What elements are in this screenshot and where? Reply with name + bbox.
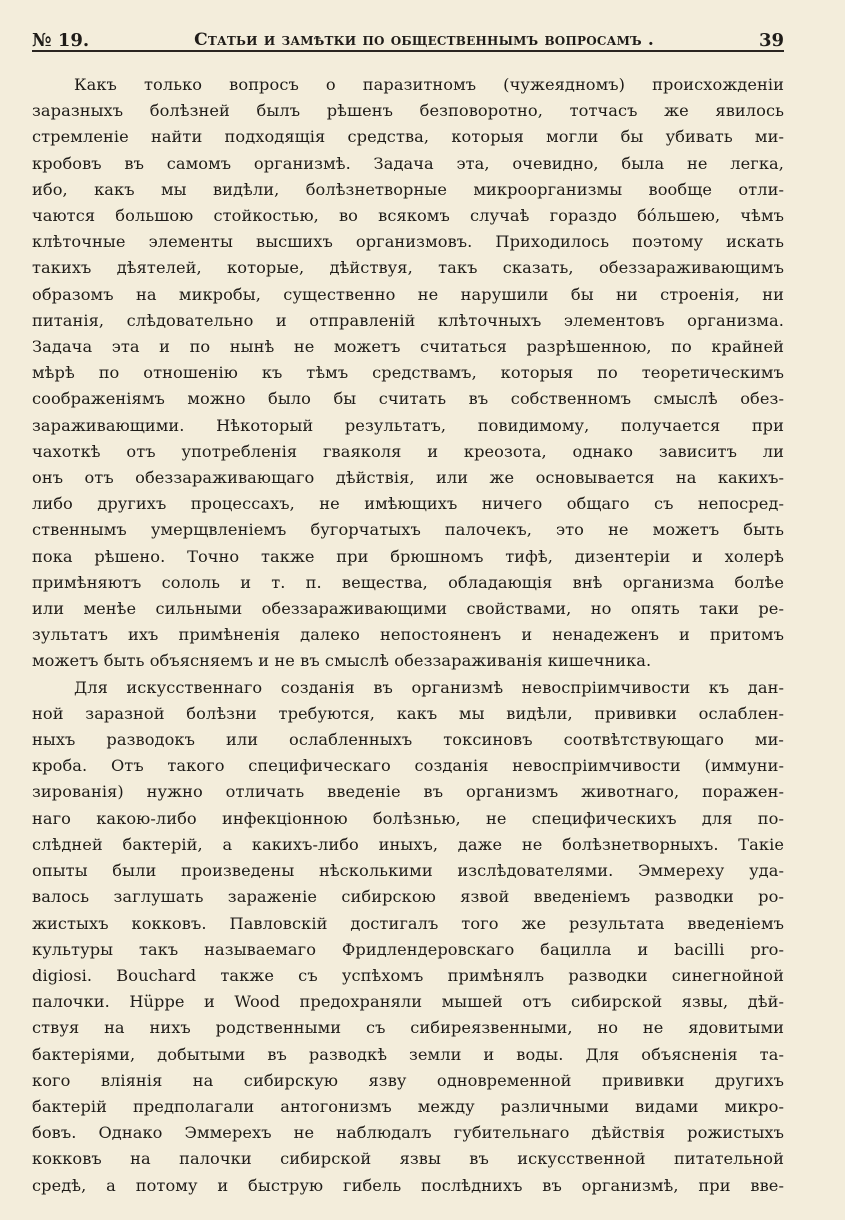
text-line: слѣдней бактерій, а какихъ-либо иныхъ, даже не болѣзнетворныхъ. Такіе bbox=[32, 834, 784, 854]
text-line: digiosi. Bouchard также съ успѣхомъ примѣнялъ разводки синегнойной bbox=[32, 965, 784, 985]
text-line: чаются большою стойкостью, во всякомъ случаѣ гораздо бо́льшею, чѣмъ bbox=[32, 206, 784, 226]
text-line: клѣточные элементы высшихъ организмовъ. Приходилось поэтому искать bbox=[32, 232, 784, 252]
text-line: кроба. Отъ такого специфическаго созданія невоспріимчивости (иммуни- bbox=[32, 756, 784, 776]
text-line: ибо, какъ мы видѣли, болѣзнетворные микроорганизмы вообще отли- bbox=[32, 179, 784, 199]
text-line: культуры такъ называемаго Фридлендеровскаго бацилла и bacilli pro- bbox=[32, 939, 784, 959]
text-line: Для искусственнаго созданія въ организмѣ невоспріимчивости къ дан- bbox=[74, 677, 784, 697]
text-line: Какъ только вопросъ о паразитномъ (чужеядномъ) происхожденіи bbox=[74, 75, 784, 94]
text-line: бовъ. Однако Эммерехъ не наблюдалъ губительнаго дѣйствія рожистыхъ bbox=[32, 1123, 784, 1143]
text-line: палочки. Hüppe и Wood предохраняли мышей отъ сибирской язвы, дѣй- bbox=[32, 992, 784, 1012]
page-header bbox=[32, 20, 784, 60]
text-line: ныхъ разводокъ или ослабленныхъ токсиновъ соотвѣтствующаго ми- bbox=[32, 730, 784, 750]
header-rule bbox=[32, 50, 784, 52]
text-line: бактерій предполагали антогонизмъ между различными видами микро- bbox=[32, 1096, 784, 1116]
text-line: зараживающими. Нѣкоторый результатъ, повидимому, получается при bbox=[32, 415, 784, 435]
text-line: Задача эта и по нынѣ не можетъ считаться разрѣшенною, по крайней bbox=[32, 337, 784, 357]
text-line: кого вліянія на сибирскую язву одновременной прививки другихъ bbox=[32, 1070, 784, 1090]
text-line: средѣ, а потому и быструю гибель послѣднихъ въ организмѣ, при вве- bbox=[32, 1175, 784, 1195]
text-line: зультатъ ихъ примѣненія далеко непостояненъ и ненадеженъ и притомъ bbox=[32, 625, 784, 645]
text-line: питанія, слѣдовательно и отправленій клѣточныхъ элементовъ организма. bbox=[32, 310, 784, 330]
text-line: зированія) нужно отличать введеніе въ организмъ животнаго, поражен- bbox=[32, 782, 784, 802]
page-number: 39 bbox=[758, 29, 784, 51]
text-line: такихъ дѣятелей, которые, дѣйствуя, такъ сказать, обеззараживающимъ bbox=[32, 258, 784, 278]
text-line: можетъ быть объясняемъ и не въ смыслѣ обеззараживанія кишечника. bbox=[32, 651, 652, 671]
text-line: образомъ на микробы, существенно не нарушили бы ни строенія, ни bbox=[32, 284, 784, 304]
text-line: мѣрѣ по отношенію къ тѣмъ средствамъ, которыя по теоретическимъ bbox=[32, 363, 784, 383]
running-title: Статьи и замѣтки по общественнымъ вопросамъ . bbox=[194, 30, 654, 50]
paragraph-1 bbox=[32, 72, 784, 675]
text-line: чахоткѣ отъ употребленія гваяколя и креозота, однако зависитъ ли bbox=[32, 441, 784, 461]
paragraph-2 bbox=[32, 675, 784, 1199]
text-line: ствуя на нихъ родственными съ сибиреязвенными, но не ядовитыми bbox=[32, 1018, 784, 1038]
issue-number: № 19. bbox=[32, 29, 90, 51]
text-line: опыты были произведены нѣсколькими изслѣдователями. Эммереху уда- bbox=[32, 861, 784, 881]
text-line: ственнымъ умерщвленіемъ бугорчатыхъ палочекъ, это не можетъ быть bbox=[32, 520, 784, 540]
text-line: жистыхъ кокковъ. Павловскій достигалъ того же результата введеніемъ bbox=[32, 913, 784, 933]
text-line: бактеріями, добытыми въ разводкѣ земли и воды. Для объясненія та- bbox=[32, 1044, 784, 1064]
text-line: валось заглушать зараженіе сибирскою язвой введеніемъ разводки ро- bbox=[32, 887, 784, 907]
text-line: заразныхъ болѣзней былъ рѣшенъ безповоротно, тотчасъ же явилось bbox=[32, 101, 784, 121]
text-line: кокковъ на палочки сибирской язвы въ искусственной питательной bbox=[32, 1149, 784, 1169]
text-line: онъ отъ обеззараживающаго дѣйствія, или же основывается на какихъ- bbox=[32, 468, 784, 488]
text-line: стремленіе найти подходящія средства, которыя могли бы убивать ми- bbox=[32, 127, 784, 147]
text-line: наго какою-либо инфекціонною болѣзнью, не специфическихъ для по- bbox=[32, 808, 784, 828]
text-line: примѣняютъ сололь и т. п. вещества, обладающія внѣ организма болѣе bbox=[32, 572, 784, 592]
text-line: либо другихъ процессахъ, не имѣющихъ ничего общаго съ непосред- bbox=[32, 494, 784, 514]
text-line: соображеніямъ можно было бы считать въ собственномъ смыслѣ обез- bbox=[32, 389, 784, 409]
text-line: или менѣе сильными обеззараживающими свойствами, но опять таки ре- bbox=[32, 599, 784, 619]
article-body bbox=[32, 72, 784, 1199]
text-line: пока рѣшено. Точно также при брюшномъ тифѣ, дизентеріи и холерѣ bbox=[32, 546, 784, 566]
text-line: ной заразной болѣзни требуются, какъ мы видѣли, прививки ослаблен- bbox=[32, 703, 784, 723]
text-line: кробовъ въ самомъ организмѣ. Задача эта, очевидно, была не легка, bbox=[32, 153, 784, 173]
